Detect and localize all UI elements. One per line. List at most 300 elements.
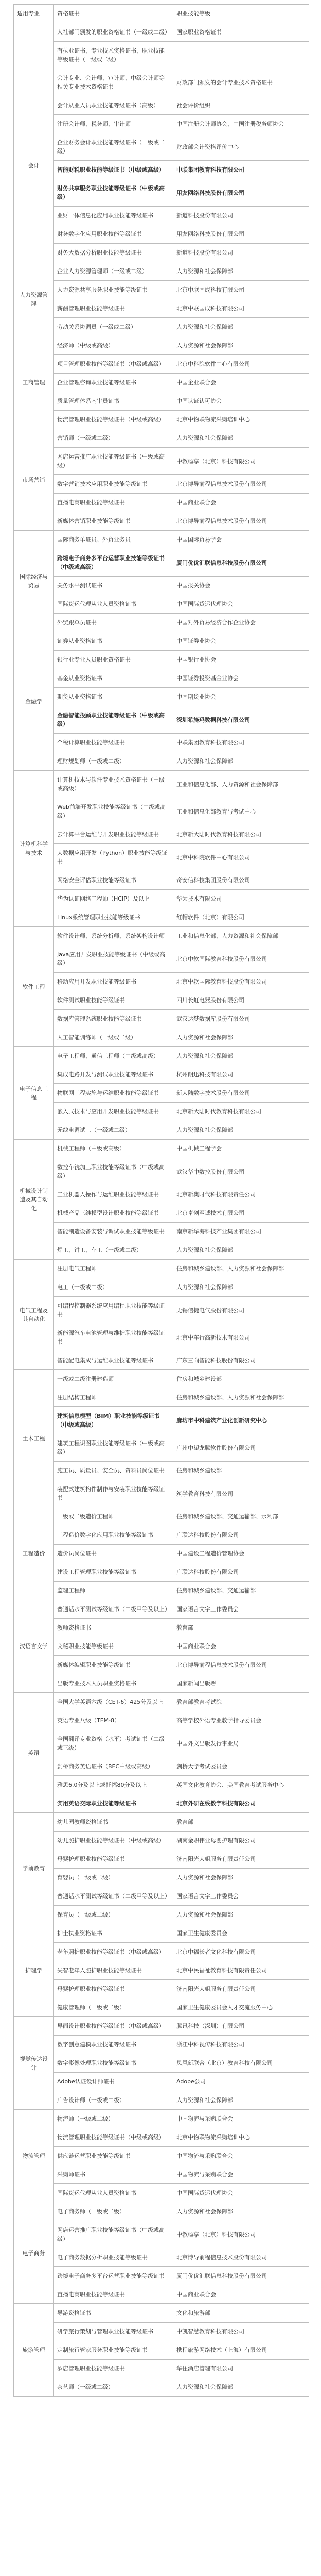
org-cell: 中国物流与采购联合会 bbox=[173, 2147, 309, 2165]
condition-cell: 电子工程师、通信工程师（中级或高级） bbox=[54, 1047, 173, 1065]
org-cell: 中国银行业协会 bbox=[173, 651, 309, 669]
table-row bbox=[14, 1887, 309, 1906]
table-row bbox=[14, 531, 309, 549]
category-cell: 汉语言文学 bbox=[14, 1600, 54, 1693]
category-cell: 旅游管理 bbox=[14, 2304, 54, 2397]
org-cell: 新道科技股份有限公司 bbox=[173, 207, 309, 225]
condition-cell: 工程造价数字化应用职业技能等级证书 bbox=[54, 1526, 173, 1545]
table-row bbox=[14, 2147, 309, 2165]
table-row bbox=[14, 1121, 309, 1140]
table-row bbox=[14, 2184, 309, 2202]
condition-cell: 国际货运代理从业人员资格证书 bbox=[54, 595, 173, 614]
condition-cell: 集成电路开发与测试职业技能等级证书 bbox=[54, 1065, 173, 1084]
table-row bbox=[14, 374, 309, 392]
org-cell: 中国商业联合会 bbox=[173, 494, 309, 512]
condition-cell: 建筑信息模型（BIM）职业技能等级证书（中级或高级） bbox=[54, 1407, 173, 1434]
org-cell: 中国认证认可协会 bbox=[173, 392, 309, 411]
org-cell: 中凯智慧教育科技有限公司 bbox=[173, 2323, 309, 2341]
table-row bbox=[14, 632, 309, 651]
table-row bbox=[14, 161, 309, 179]
condition-cell: 云计算平台运维与开发职业技能等级证书 bbox=[54, 825, 173, 844]
table-row bbox=[14, 1906, 309, 1924]
condition-cell: 网络安全评估职业技能等级证书 bbox=[54, 871, 173, 890]
org-cell: 华住酒店管理有限公司 bbox=[173, 2360, 309, 2378]
condition-cell: 装配式建筑构件制作与安装职业技能等级证书 bbox=[54, 1480, 173, 1507]
org-cell: 国家语言文字工作委员会 bbox=[173, 1600, 309, 1619]
org-cell: 腾讯科技（深圳）有限公司 bbox=[173, 2017, 309, 2036]
table-row bbox=[14, 1103, 309, 1121]
table-row bbox=[14, 475, 309, 494]
table-row bbox=[14, 1462, 309, 1480]
org-cell: 北京新大陆时代教育科技有限公司 bbox=[173, 825, 309, 844]
org-cell: 南京新华海科技产业集团有限公司 bbox=[173, 1223, 309, 1241]
table-row bbox=[14, 771, 309, 798]
table-row bbox=[14, 1813, 309, 1832]
org-cell: 北京中科院软件中心有限公司 bbox=[173, 355, 309, 374]
condition-cell: 育婴员（一级或二级） bbox=[54, 1869, 173, 1887]
org-cell: 新道科技股份有限公司 bbox=[173, 244, 309, 262]
condition-cell: 数控车铣加工职业技能等级证书（中级或高级） bbox=[54, 1158, 173, 1185]
condition-cell: 一级或二级造价工程师 bbox=[54, 1507, 173, 1526]
condition-cell: 网店运营推广职业技能等级证书（中级或高级） bbox=[54, 2221, 173, 2248]
org-cell: 北京中联国成科技有限公司 bbox=[173, 299, 309, 318]
org-cell: 人力资源和社会保障部 bbox=[173, 1121, 309, 1140]
condition-cell: 母婴护理职业技能等级证书 bbox=[54, 1850, 173, 1869]
condition-cell: 业财一体信息化应用职业技能等级证书 bbox=[54, 207, 173, 225]
category-cell: 软件工程 bbox=[14, 927, 54, 1047]
table-row bbox=[14, 2267, 309, 2285]
table-row bbox=[14, 549, 309, 577]
category-cell: 视觉传达设计 bbox=[14, 2017, 54, 2110]
org-cell bbox=[173, 42, 309, 69]
category-cell: 工商管理 bbox=[14, 336, 54, 429]
condition-cell: 失智老年人照护职业技能等级证书 bbox=[54, 1961, 173, 1980]
table-row bbox=[14, 1084, 309, 1103]
org-cell: 中联集团教育科技有限公司 bbox=[173, 161, 309, 179]
table-row bbox=[14, 825, 309, 844]
condition-cell: 无线电调试工（一级或二级） bbox=[54, 1121, 173, 1140]
org-cell: 用友网络科技股份有限公司 bbox=[173, 225, 309, 244]
org-cell: 厦门优优汇联信息科技股份有限公司 bbox=[173, 2267, 309, 2285]
org-cell: 武汉华中数控股份有限公司 bbox=[173, 1158, 309, 1185]
org-cell: 住房和城乡建设部、人力资源和社会保障部 bbox=[173, 1388, 309, 1407]
table-row bbox=[14, 336, 309, 355]
table-row bbox=[14, 1434, 309, 1462]
table-row bbox=[14, 1924, 309, 1943]
org-cell: 广联达科技股份有限公司 bbox=[173, 1526, 309, 1545]
table-row bbox=[14, 688, 309, 706]
org-cell: 四川长虹电器股份有限公司 bbox=[173, 991, 309, 1010]
condition-cell: 直播电商职业技能等级证书 bbox=[54, 494, 173, 512]
category-cell: 人力资源管理 bbox=[14, 262, 54, 336]
table-row bbox=[14, 752, 309, 771]
category-cell: 工程造价 bbox=[14, 1507, 54, 1600]
condition-cell: Linux系统管理职业技能等级证书 bbox=[54, 908, 173, 927]
condition-cell: 财务数字化应用职业技能等级证书 bbox=[54, 225, 173, 244]
category-cell bbox=[14, 23, 54, 69]
org-cell: 财政部门颁发的会计专业技术资格证书 bbox=[173, 69, 309, 96]
org-cell: 国家职业资格证书 bbox=[173, 23, 309, 42]
condition-cell: 建设工程管理职业技能等级证书 bbox=[54, 1563, 173, 1582]
condition-cell: 企业财务会计职业技能等级证书（一级或二级） bbox=[54, 133, 173, 161]
org-cell: 用友网络科技股份有限公司 bbox=[173, 179, 309, 207]
org-cell: 中国对外贸易经济合作企业协会 bbox=[173, 614, 309, 632]
condition-cell: 茶艺师（一级或二级） bbox=[54, 2378, 173, 2397]
condition-cell: 智能制造设备安装与调试职业技能等级证书 bbox=[54, 1223, 173, 1241]
org-cell: 中国证券投资基金业协会 bbox=[173, 669, 309, 688]
table-row bbox=[14, 1065, 309, 1084]
org-cell: 厦门优优汇联信息科技股份有限公司 bbox=[173, 549, 309, 577]
condition-cell: 经济师（中级或高级） bbox=[54, 336, 173, 355]
org-cell: 中教畅享（北京）科技有限公司 bbox=[173, 448, 309, 475]
condition-cell: 新媒体营销职业技能等级证书 bbox=[54, 512, 173, 531]
table-row bbox=[14, 1028, 309, 1047]
org-cell: 财政部会计资格评价中心 bbox=[173, 133, 309, 161]
condition-cell: 注册电气工程师 bbox=[54, 1260, 173, 1278]
table-row bbox=[14, 2017, 309, 2036]
org-cell: 中国国际货运代理协会 bbox=[173, 595, 309, 614]
table-row bbox=[14, 494, 309, 512]
org-cell: 中教畅享（北京）科技有限公司 bbox=[173, 2221, 309, 2248]
org-cell: 中国商业联合会 bbox=[173, 2285, 309, 2304]
table-row bbox=[14, 1998, 309, 2017]
org-cell: 北京博导前程信息技术股份有限公司 bbox=[173, 475, 309, 494]
certificate-table bbox=[13, 4, 309, 2397]
condition-cell: 注册结构工程师 bbox=[54, 1388, 173, 1407]
table-row bbox=[14, 1776, 309, 1794]
category-cell: 电子信息工程 bbox=[14, 1047, 54, 1140]
org-cell: 住房和城乡建设部、人力资源和社会保障部 bbox=[173, 1260, 309, 1278]
org-cell: 人力资源和社会保障部 bbox=[173, 336, 309, 355]
condition-cell: Adobe认证设计师证书 bbox=[54, 2073, 173, 2091]
condition-cell: 移动应用开发职业技能等级证书 bbox=[54, 973, 173, 991]
org-cell: 广州中望龙腾软件股份有限公司 bbox=[173, 1434, 309, 1462]
condition-cell: 嵌入式技术与应用开发职业技能等级证书 bbox=[54, 1103, 173, 1121]
table-body bbox=[14, 23, 309, 2397]
table-row bbox=[14, 42, 309, 69]
condition-cell: 关务水平测试证书 bbox=[54, 577, 173, 595]
org-cell: 中国报关协会 bbox=[173, 577, 309, 595]
table-row bbox=[14, 1480, 309, 1507]
table-row bbox=[14, 1961, 309, 1980]
table-row bbox=[14, 69, 309, 96]
condition-cell: 酒店管理职业技能等级证书 bbox=[54, 2360, 173, 2378]
org-cell: 住房和城乡建设部、交通运输部 bbox=[173, 1582, 309, 1600]
table-row bbox=[14, 1388, 309, 1407]
table-row bbox=[14, 1407, 309, 1434]
org-cell: 廊坊市中科建筑产业化创新研究中心 bbox=[173, 1407, 309, 1434]
org-cell: 人力资源和社会保障部 bbox=[173, 1047, 309, 1065]
org-cell: 北京中车行高新技术有限公司 bbox=[173, 1324, 309, 1351]
org-cell: 广联达科技股份有限公司 bbox=[173, 1563, 309, 1582]
org-cell: 红帽软件（北京）有限公司 bbox=[173, 908, 309, 927]
condition-cell: 数据库管理系统职业技能等级证书 bbox=[54, 1010, 173, 1028]
condition-cell: 数字营销技术应用职业技能等级证书 bbox=[54, 475, 173, 494]
condition-cell: 工业机器人操作与运维职业技能等级证书 bbox=[54, 1185, 173, 1204]
org-cell: 国家语言文字工作委员会 bbox=[173, 1887, 309, 1906]
org-cell: 中国期货业协会 bbox=[173, 688, 309, 706]
org-cell: 中国外文出版发行事业局 bbox=[173, 1730, 309, 1757]
table-row bbox=[14, 448, 309, 475]
category-cell: 英语 bbox=[14, 1693, 54, 1813]
condition-cell: 智能财税职业技能等级证书（中级或高级） bbox=[54, 161, 173, 179]
condition-cell: 财务大数据分析职业技能等级证书 bbox=[54, 244, 173, 262]
org-cell: 广东三向智能科技股份有限公司 bbox=[173, 1351, 309, 1370]
table-row bbox=[14, 2248, 309, 2267]
org-cell: 北京博导前程信息技术股份有限公司 bbox=[173, 512, 309, 531]
org-cell: 社会评价组织 bbox=[173, 96, 309, 115]
condition-cell: 电子商务数据分析职业技能等级证书 bbox=[54, 2248, 173, 2267]
table-row bbox=[14, 669, 309, 688]
condition-cell: 智能配电集成与运维职业技能等级证书 bbox=[54, 1351, 173, 1370]
org-cell: 凤凰新联合（北京）教育科技有限公司 bbox=[173, 2054, 309, 2073]
org-cell: 工业和信息化部、人力资源和社会保障部 bbox=[173, 771, 309, 798]
org-cell: 中国国际贸易学会 bbox=[173, 531, 309, 549]
org-cell: 携程旅游网络技术（上海）有限公司 bbox=[173, 2341, 309, 2360]
table-row bbox=[14, 2323, 309, 2341]
condition-cell: 大数据应用开发（Python）职业技能等级证书 bbox=[54, 844, 173, 871]
table-row bbox=[14, 512, 309, 531]
org-cell: 中联集团教育科技有限公司 bbox=[173, 734, 309, 752]
condition-cell: 基金从业资格证书 bbox=[54, 669, 173, 688]
org-cell: 工业和信息化部教育与考试中心 bbox=[173, 798, 309, 825]
condition-cell: 广告设计师（一级或二级） bbox=[54, 2091, 173, 2110]
condition-cell: Java应用开发职业技能等级证书（中级或高级） bbox=[54, 945, 173, 973]
table-row bbox=[14, 945, 309, 973]
table-row bbox=[14, 1850, 309, 1869]
org-cell: 浙江中科视传科技有限公司 bbox=[173, 2036, 309, 2054]
condition-cell: 金融智能投顾职业技能等级证书（中级或高级） bbox=[54, 706, 173, 734]
table-row bbox=[14, 225, 309, 244]
condition-cell: 一级或二级注册建造师 bbox=[54, 1370, 173, 1388]
condition-cell: 计算机技术与软件专业技术资格证书（中级或高级） bbox=[54, 771, 173, 798]
condition-cell: 外贸跟单员证书 bbox=[54, 614, 173, 632]
org-cell: 北京新奥时代科技有限责任公司 bbox=[173, 1185, 309, 1204]
condition-cell: 国际货运代理从业人员资格证书 bbox=[54, 2184, 173, 2202]
category-cell: 国际经济与贸易 bbox=[14, 531, 54, 632]
org-cell: 人力资源和社会保障部 bbox=[173, 2378, 309, 2397]
table-row bbox=[14, 1832, 309, 1850]
category-cell: 电子商务 bbox=[14, 2202, 54, 2304]
table-row bbox=[14, 1324, 309, 1351]
condition-cell: 数字创意建模职业技能等级证书 bbox=[54, 2036, 173, 2054]
condition-cell: 华为认证网络工程师（HCIP）及以上 bbox=[54, 890, 173, 908]
org-cell: 中国注册会计师协会、中国注册税务师协会 bbox=[173, 115, 309, 133]
table-row bbox=[14, 429, 309, 448]
table-row bbox=[14, 2165, 309, 2184]
table-row bbox=[14, 871, 309, 890]
condition-cell: 国际商务单证员、外贸业务员 bbox=[54, 531, 173, 549]
table-row bbox=[14, 651, 309, 669]
table-row bbox=[14, 2304, 309, 2323]
condition-cell: 有执业证书、专业技术资格证书、职业技能等级证书（一级或二级） bbox=[54, 42, 173, 69]
condition-cell: 会计专业、会计师、审计师、中级会计师等相关专业技术资格证书 bbox=[54, 69, 173, 96]
condition-cell: 证券从业资格证书 bbox=[54, 632, 173, 651]
table-row bbox=[14, 1140, 309, 1158]
table-row bbox=[14, 179, 309, 207]
condition-cell: 质量管理体系内审员证书 bbox=[54, 392, 173, 411]
table-row bbox=[14, 1794, 309, 1813]
org-cell: 北京卓创至诚技术有限公司 bbox=[173, 1204, 309, 1223]
org-cell: 人力资源和社会保障部 bbox=[173, 429, 309, 448]
table-row bbox=[14, 734, 309, 752]
org-cell: 教育部 bbox=[173, 1619, 309, 1637]
org-cell: 北京中物联物流采购培训中心 bbox=[173, 2128, 309, 2147]
condition-cell: 财务共享服务职业技能等级证书（中级或高级） bbox=[54, 179, 173, 207]
table-row bbox=[14, 595, 309, 614]
table-row bbox=[14, 1223, 309, 1241]
org-cell: 人力资源和社会保障部 bbox=[173, 318, 309, 336]
org-cell: 筑学教育科技有限公司 bbox=[173, 1480, 309, 1507]
table-row bbox=[14, 1563, 309, 1582]
table-row bbox=[14, 1980, 309, 1998]
org-cell: 中国物流与采购联合会 bbox=[173, 2110, 309, 2128]
condition-cell: 定制旅行管家服务职业技能等级证书 bbox=[54, 2341, 173, 2360]
table-row bbox=[14, 1351, 309, 1370]
condition-cell: 跨境电子商务多平台运营职业技能等级证书 bbox=[54, 2267, 173, 2285]
condition-cell: 建筑工程识图职业技能等级证书（中级或高级） bbox=[54, 1434, 173, 1462]
table-row bbox=[14, 1674, 309, 1693]
condition-cell: 全国大学英语六级（CET-6）425分及以上 bbox=[54, 1693, 173, 1711]
org-cell: 高等学校外语专业教学指导委员会 bbox=[173, 1711, 309, 1730]
table-row bbox=[14, 1619, 309, 1637]
condition-cell: 新媒体编辑职业技能等级证书 bbox=[54, 1656, 173, 1674]
page bbox=[13, 4, 309, 2397]
org-cell: 住房和城乡建设部、交通运输部、水利部 bbox=[173, 1507, 309, 1526]
org-cell: 人力资源和社会保障部 bbox=[173, 262, 309, 281]
condition-cell: 剑桥商务英语证书（BEC中级或高级） bbox=[54, 1757, 173, 1776]
condition-cell: 物流管理职业技能等级证书（中级或高级） bbox=[54, 411, 173, 429]
condition-cell: 会计从业人员职业技能等级证书（高级） bbox=[54, 96, 173, 115]
table-row bbox=[14, 133, 309, 161]
org-cell: 国家卫生健康委员会人才交流服务中心 bbox=[173, 1998, 309, 2017]
table-row bbox=[14, 1526, 309, 1545]
table-row bbox=[14, 2378, 309, 2397]
condition-cell: 雅思6.0分及以上或托福80分及以上 bbox=[54, 1776, 173, 1794]
table-row bbox=[14, 1204, 309, 1223]
category-cell: 会计 bbox=[14, 69, 54, 262]
table-row bbox=[14, 706, 309, 734]
condition-cell: 电子商务师（一级或二级） bbox=[54, 2202, 173, 2221]
category-cell: 市场营销 bbox=[14, 429, 54, 531]
table-row bbox=[14, 1278, 309, 1297]
table-row bbox=[14, 2221, 309, 2248]
org-cell: 人力资源和社会保障部 bbox=[173, 1906, 309, 1924]
condition-cell: 物流管理职业技能等级证书（中级或高级） bbox=[54, 2128, 173, 2147]
org-cell: 北京博导前程信息技术股份有限公司 bbox=[173, 2248, 309, 2267]
org-cell: 中国物流与采购联合会 bbox=[173, 2165, 309, 2184]
table-row bbox=[14, 1730, 309, 1757]
table-row bbox=[14, 1507, 309, 1526]
condition-cell: 监理工程师 bbox=[54, 1582, 173, 1600]
table-row bbox=[14, 1370, 309, 1388]
table-row bbox=[14, 798, 309, 825]
org-cell: 教育部 bbox=[173, 1813, 309, 1832]
condition-cell: 企业管理咨询职业技能等级证书 bbox=[54, 374, 173, 392]
table-row bbox=[14, 991, 309, 1010]
org-cell: 人力资源和社会保障部 bbox=[173, 2202, 309, 2221]
org-cell: 华为技术有限公司 bbox=[173, 890, 309, 908]
org-cell: Adobe公司 bbox=[173, 2073, 309, 2091]
condition-cell: 网店运营推广职业技能等级证书（中级或高级） bbox=[54, 448, 173, 475]
condition-cell: 物流师（一级或二级） bbox=[54, 2110, 173, 2128]
table-row bbox=[14, 2036, 309, 2054]
org-cell: 人力资源和社会保障部 bbox=[173, 2091, 309, 2110]
org-cell: 北京新大陆时代教育科技有限公司 bbox=[173, 1103, 309, 1121]
condition-cell: 文秘职业技能等级证书 bbox=[54, 1637, 173, 1656]
header-org: 职业技能等级 bbox=[173, 5, 309, 23]
category-cell: 物流管理 bbox=[14, 2110, 54, 2202]
category-cell: 机械设计制造及其自动化 bbox=[14, 1140, 54, 1260]
header-category: 适用专业 bbox=[14, 5, 54, 23]
org-cell: 人力资源和社会保障部 bbox=[173, 752, 309, 771]
condition-cell: 注册会计师、税务师、审计师 bbox=[54, 115, 173, 133]
condition-cell: 人社部门颁发的职业资格证书（一级或二级） bbox=[54, 23, 173, 42]
table-row bbox=[14, 2285, 309, 2304]
condition-cell: 研学旅行策划与管理职业技能等级证书 bbox=[54, 2323, 173, 2341]
condition-cell: 个税计算职业技能等级证书 bbox=[54, 734, 173, 752]
condition-cell: Web前端开发职业技能等级证书（中级或高级） bbox=[54, 798, 173, 825]
category-cell: 护理学 bbox=[14, 1924, 54, 2017]
condition-cell: 实用英语交际职业技能等级证书 bbox=[54, 1794, 173, 1813]
table-row bbox=[14, 1600, 309, 1619]
table-row bbox=[14, 890, 309, 908]
condition-cell: 母婴护理职业技能等级证书 bbox=[54, 1980, 173, 1998]
table-row bbox=[14, 1656, 309, 1674]
org-cell: 北京中福长者文化科技有限公司 bbox=[173, 1943, 309, 1961]
condition-cell: 直播电商职业技能等级证书 bbox=[54, 2285, 173, 2304]
table-row bbox=[14, 2054, 309, 2073]
table-row bbox=[14, 1545, 309, 1563]
condition-cell: 期货从业资格证书 bbox=[54, 688, 173, 706]
category-cell: 电气工程及其自动化 bbox=[14, 1260, 54, 1370]
table-row bbox=[14, 262, 309, 281]
condition-cell: 电工（一级或二级） bbox=[54, 1278, 173, 1297]
org-cell: 济南阳光大姐服务有限责任公司 bbox=[173, 1850, 309, 1869]
condition-cell: 供应链运营职业技能等级证书 bbox=[54, 2147, 173, 2165]
org-cell: 住房和城乡建设部 bbox=[173, 1462, 309, 1480]
org-cell: 奇安信科技集团股份有限公司 bbox=[173, 871, 309, 890]
header-condition: 资格证书 bbox=[54, 5, 173, 23]
condition-cell: 幼儿园教师资格证书 bbox=[54, 1813, 173, 1832]
condition-cell: 造价员岗位证书 bbox=[54, 1545, 173, 1563]
table-row bbox=[14, 281, 309, 299]
org-cell: 中国机械工程学会 bbox=[173, 1140, 309, 1158]
org-cell: 北京外研在线数字科技有限公司 bbox=[173, 1794, 309, 1813]
table-row bbox=[14, 1010, 309, 1028]
table-row bbox=[14, 973, 309, 991]
table-row bbox=[14, 2128, 309, 2147]
condition-cell: 项目管理职业技能等级证书（中级或高级） bbox=[54, 355, 173, 374]
org-cell: 工业和信息化部、人力资源和社会保障部 bbox=[173, 927, 309, 945]
table-row bbox=[14, 1185, 309, 1204]
condition-cell: 保育员（一级或二级） bbox=[54, 1906, 173, 1924]
table-row bbox=[14, 2360, 309, 2378]
org-cell: 北京中物联物流采购培训中心 bbox=[173, 411, 309, 429]
org-cell: 中国商业联合会 bbox=[173, 1637, 309, 1656]
table-row bbox=[14, 2073, 309, 2091]
table-row bbox=[14, 1711, 309, 1730]
org-cell: 武汉达梦数据库股份有限公司 bbox=[173, 1010, 309, 1028]
table-row bbox=[14, 1582, 309, 1600]
org-cell: 英国文化教育协会、美国教育考试服务中心 bbox=[173, 1776, 309, 1794]
org-cell: 新大陆数字技术股份有限公司 bbox=[173, 1084, 309, 1103]
org-cell: 人力资源和社会保障部 bbox=[173, 1278, 309, 1297]
condition-cell: 出版专业技术人员职业资格证书 bbox=[54, 1674, 173, 1693]
org-cell: 教育部教育考试院 bbox=[173, 1693, 309, 1711]
condition-cell: 健康管理师（一级或二级） bbox=[54, 1998, 173, 2017]
condition-cell: 教师资格证书 bbox=[54, 1619, 173, 1637]
